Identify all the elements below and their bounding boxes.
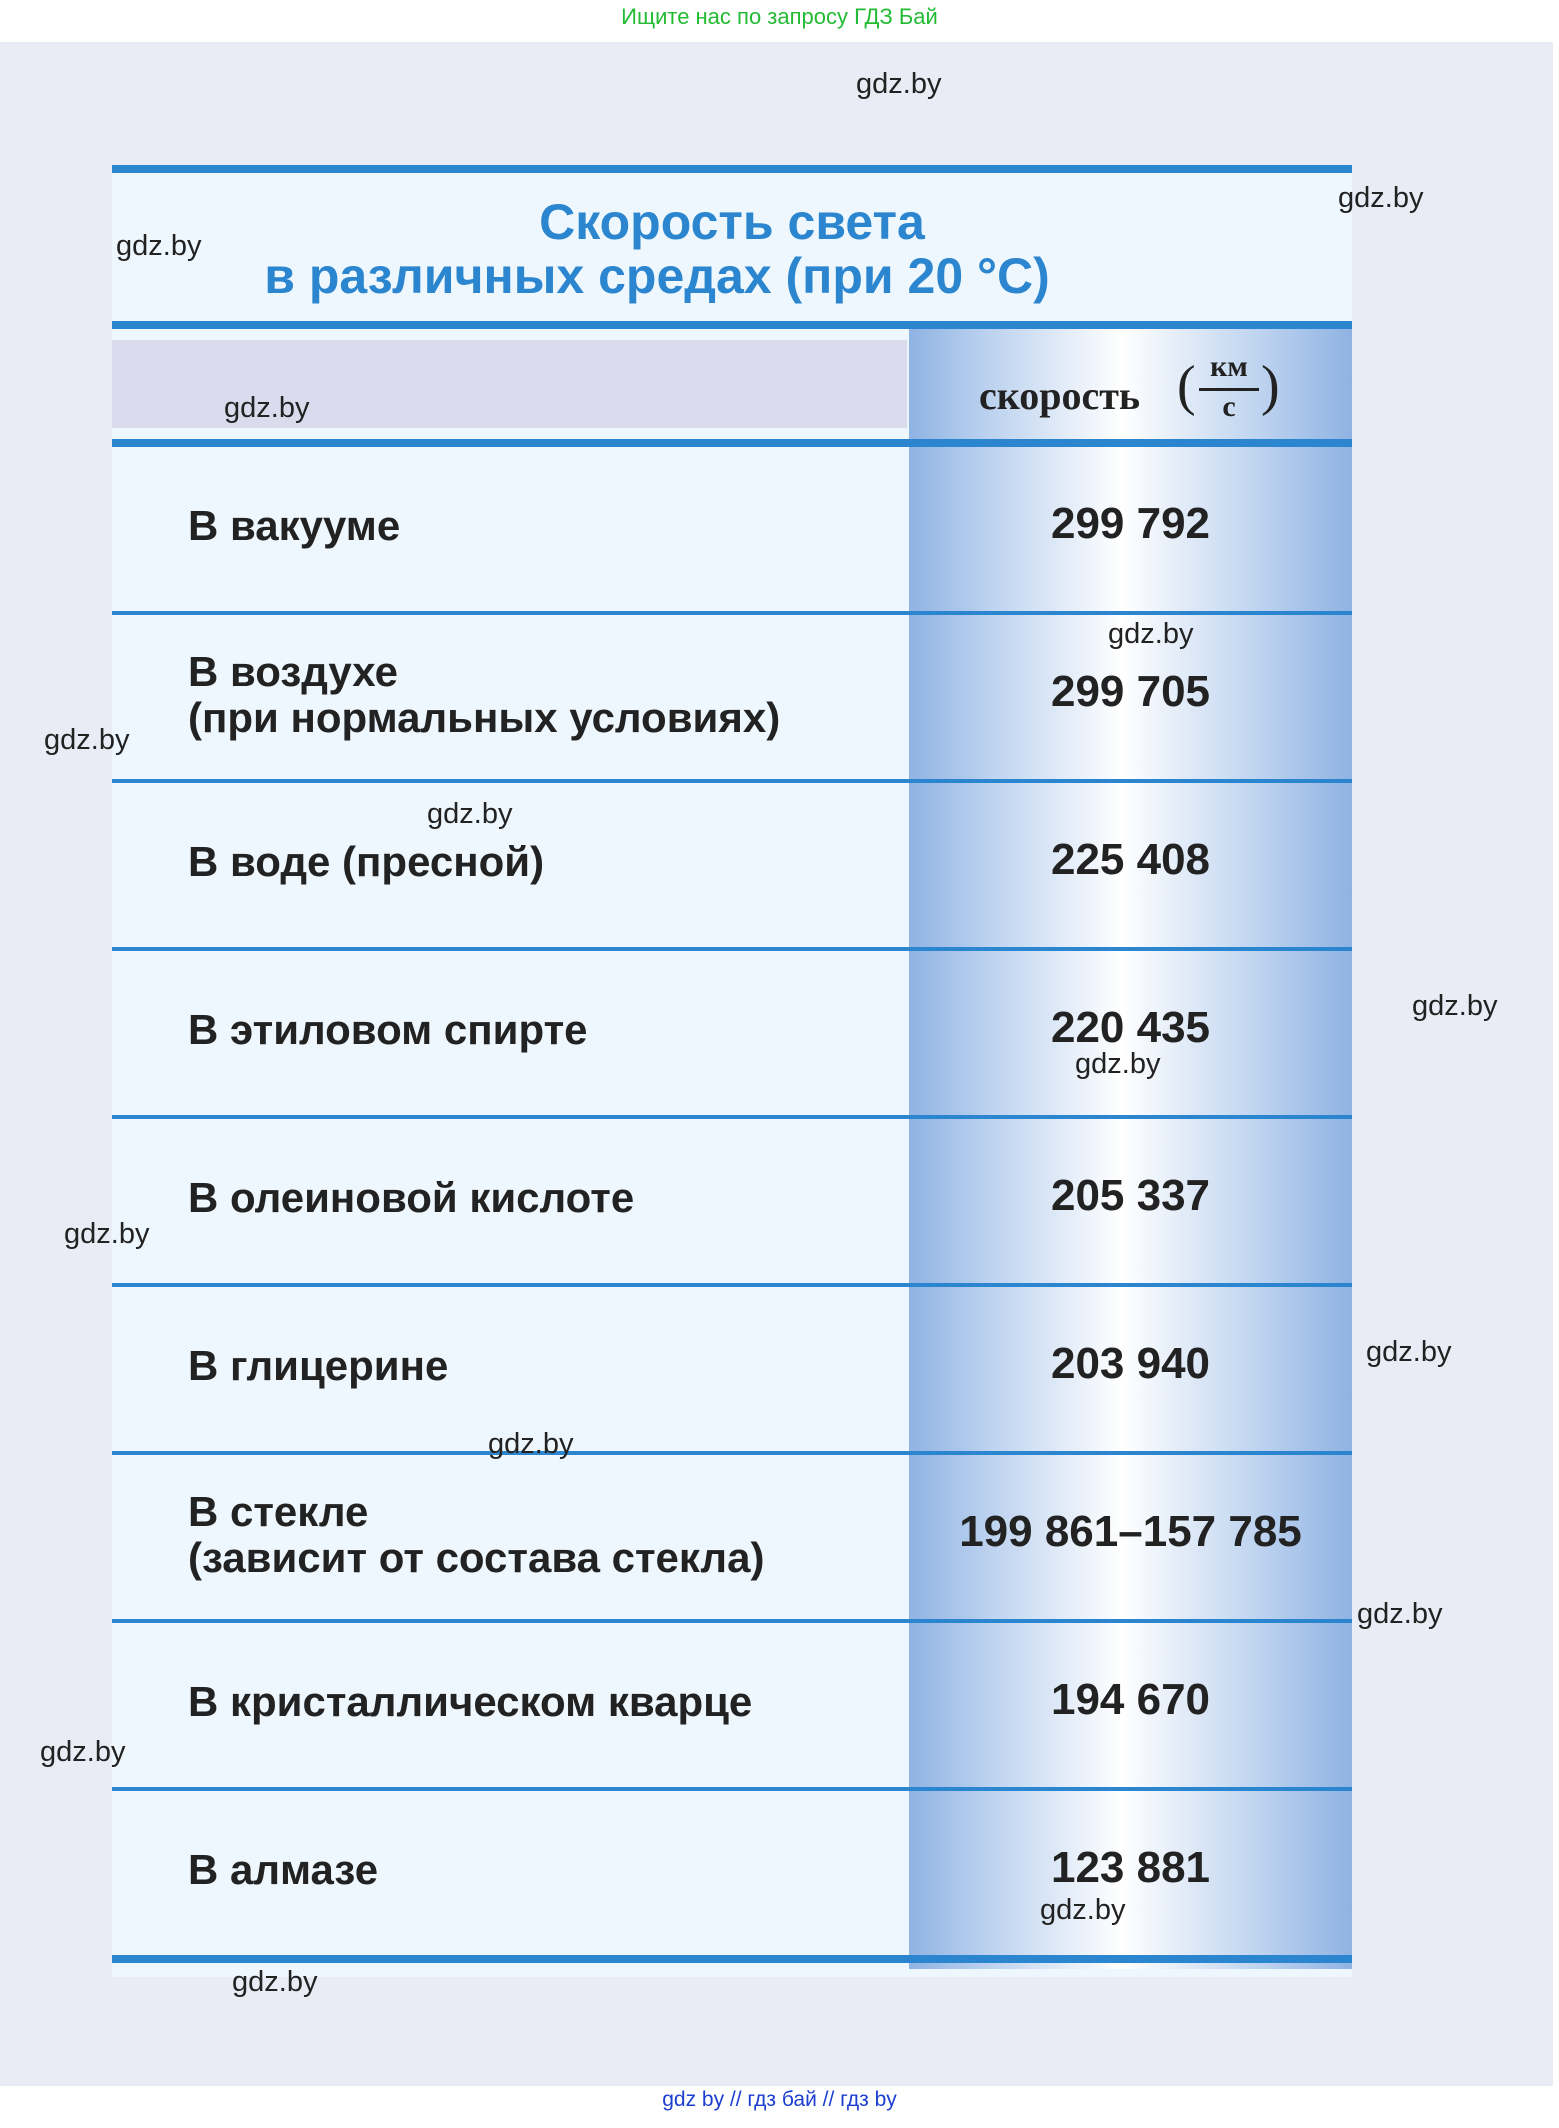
table-title (112, 173, 1352, 321)
row-speed-value: 299 792 (1050, 499, 1211, 548)
footer-links: gdz by // гдз бай // гдз by (662, 2088, 897, 2111)
watermark-text: gdz.by (40, 1736, 126, 1768)
watermark-text: gdz.by (427, 798, 513, 830)
table-row (112, 783, 1352, 947)
row-medium-label: В алмазе (188, 1846, 379, 1893)
table-row (112, 1791, 1352, 1955)
row-medium-label: В воздухе (188, 648, 398, 695)
row-medium-note: (зависит от состава стекла) (188, 1534, 765, 1581)
watermark-text: gdz.by (224, 392, 310, 424)
row-speed-value: 220 435 (1050, 1003, 1211, 1052)
unit-paren-close: ) (1261, 355, 1280, 417)
watermark-text: gdz.by (1338, 182, 1424, 214)
speed-of-light-table (112, 165, 1352, 1977)
title-top-rule (112, 165, 1352, 173)
header-bottom-rule (112, 439, 1352, 447)
watermark-text: gdz.by (44, 724, 130, 756)
top-note: Ищите нас по запросу ГДЗ Бай (621, 4, 938, 29)
title-bottom-rule (112, 321, 1352, 329)
table-bottom-rule (112, 1955, 1352, 1963)
row-speed-value: 299 705 (1050, 667, 1211, 716)
watermark-text: gdz.by (856, 68, 942, 100)
watermark-text: gdz.by (116, 230, 202, 262)
title-line-2 (112, 249, 1352, 303)
row-medium-note: (при нормальных условиях) (188, 694, 781, 741)
watermark-text: gdz.by (1366, 1336, 1452, 1368)
row-medium-label: В олеиновой кислоте (188, 1174, 635, 1221)
row-medium-label: В этиловом спирте (188, 1006, 588, 1053)
watermark-text: gdz.by (1108, 618, 1194, 650)
table-row (112, 1119, 1352, 1283)
table-row (112, 1623, 1352, 1787)
watermark-text: gdz.by (1075, 1048, 1161, 1080)
title-line-2-text: в различных средах (при 20 °С) (264, 248, 1050, 304)
watermark-text: gdz.by (232, 1966, 318, 1998)
watermark-text: gdz.by (1412, 990, 1498, 1022)
table-row (112, 1455, 1352, 1619)
unit-numerator: км (1210, 350, 1248, 383)
row-speed-value: 205 337 (1050, 1171, 1211, 1220)
row-medium-label: В воде (пресной) (188, 838, 545, 885)
watermark-text: gdz.by (64, 1218, 150, 1250)
row-medium-label: В стекле (188, 1488, 369, 1535)
header-speed-label: скорость (979, 373, 1141, 418)
watermark-text: gdz.by (1357, 1598, 1443, 1630)
row-speed-value: 194 670 (1050, 1675, 1211, 1724)
row-speed-value: 199 861–157 785 (959, 1507, 1302, 1556)
row-medium-label: В вакууме (188, 502, 401, 549)
unit-paren-open: ( (1177, 355, 1196, 417)
title-line-1: Скорость света (539, 194, 925, 250)
unit-denominator: с (1222, 390, 1236, 423)
table-row (112, 447, 1352, 611)
row-speed-value: 225 408 (1050, 835, 1211, 884)
table-row (112, 951, 1352, 1115)
header-speed-cell (909, 350, 1352, 430)
watermark-text: gdz.by (488, 1428, 574, 1460)
row-speed-value: 203 940 (1050, 1339, 1211, 1388)
row-speed-value: 123 881 (1050, 1843, 1211, 1892)
table-row (112, 1287, 1352, 1451)
row-medium-label: В кристаллическом кварце (188, 1678, 753, 1725)
watermark-text: gdz.by (1040, 1894, 1126, 1926)
row-medium-label: В глицерине (188, 1342, 449, 1389)
